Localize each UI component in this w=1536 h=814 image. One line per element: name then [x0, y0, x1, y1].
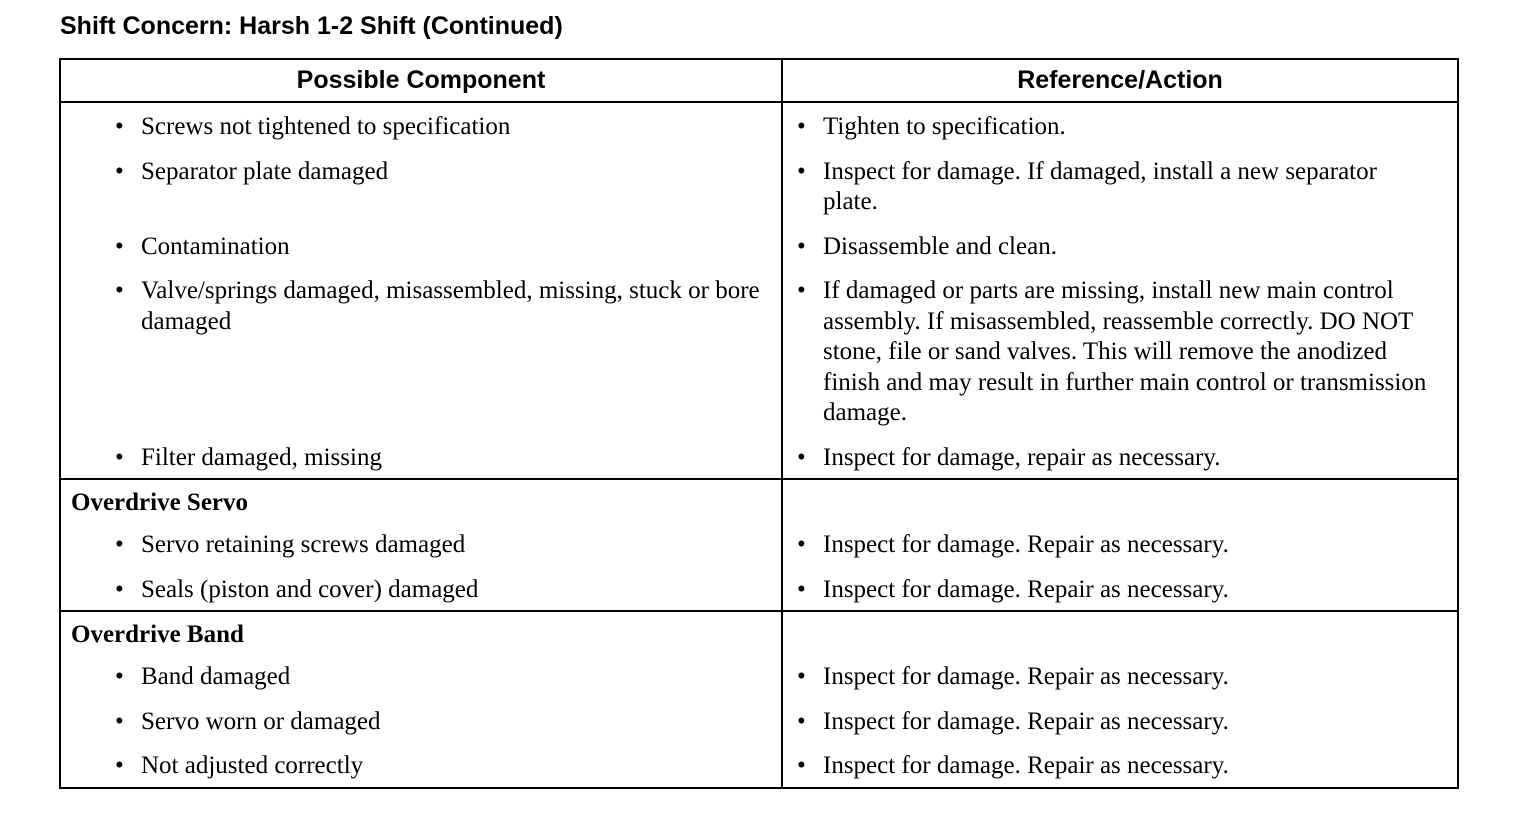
- action-cell: [783, 434, 1457, 479]
- table-row: [61, 434, 1457, 479]
- action-text: Tighten to specification.: [823, 113, 1066, 140]
- action-cell: [783, 566, 1457, 611]
- component-text: Valve/springs damaged, misassembled, missing, stuck or bore damaged: [141, 277, 760, 335]
- group-empty-cell: [783, 612, 1457, 656]
- bullet: •: [797, 157, 806, 185]
- component-cell: [61, 656, 783, 698]
- action-text: Inspect for damage. If damaged, install a new separator plate.: [823, 157, 1377, 215]
- bullet: •: [797, 443, 806, 471]
- table-row: [61, 148, 1457, 223]
- table-row: [61, 698, 1457, 743]
- component-text: Servo worn or damaged: [141, 707, 381, 735]
- bullet: •: [797, 531, 806, 558]
- action-cell: [783, 656, 1457, 698]
- bullet: •: [115, 752, 124, 779]
- action-cell: [783, 223, 1457, 268]
- bullet: •: [115, 113, 124, 140]
- bullet: •: [797, 752, 806, 779]
- bullet: •: [115, 707, 124, 735]
- table-section: [61, 103, 1457, 480]
- group-title: Overdrive Servo: [61, 480, 783, 524]
- action-text: Inspect for damage. Repair as necessary.: [823, 663, 1229, 690]
- action-text: Inspect for damage. Repair as necessary.: [823, 575, 1229, 603]
- bullet: •: [797, 277, 806, 304]
- table-section-overdrive-band: [61, 612, 1457, 787]
- diagnosis-table: [59, 58, 1459, 789]
- component-text: Separator plate damaged: [141, 157, 389, 185]
- bullet: •: [115, 277, 124, 304]
- page-title: Shift Concern: Harsh 1-2 Shift (Continued): [60, 12, 563, 40]
- table-row: [61, 566, 1457, 611]
- group-row: [61, 612, 1457, 656]
- group-title: Overdrive Band: [61, 612, 783, 656]
- action-cell: [783, 698, 1457, 743]
- bullet: •: [115, 575, 124, 603]
- bullet: •: [115, 157, 124, 185]
- component-cell: [61, 742, 783, 787]
- table-row: [61, 267, 1457, 434]
- bullet: •: [797, 113, 806, 140]
- action-text: Inspect for damage, repair as necessary.: [823, 443, 1221, 471]
- component-text: Servo retaining screws damaged: [141, 531, 466, 558]
- component-cell: [61, 148, 783, 223]
- action-cell: [783, 148, 1457, 223]
- header-possible-component: Possible Component: [61, 60, 783, 101]
- bullet: •: [115, 443, 124, 471]
- action-text: Inspect for damage. Repair as necessary.: [823, 752, 1229, 779]
- table-row: [61, 524, 1457, 566]
- component-text: Contamination: [141, 232, 290, 260]
- bullet: •: [797, 232, 806, 260]
- action-cell: [783, 524, 1457, 566]
- component-text: Seals (piston and cover) damaged: [141, 575, 479, 603]
- table-row: [61, 103, 1457, 148]
- group-row: [61, 480, 1457, 524]
- component-cell: [61, 434, 783, 479]
- component-cell: [61, 223, 783, 268]
- table-row: [61, 742, 1457, 787]
- bullet: •: [115, 663, 124, 690]
- bullet: •: [797, 663, 806, 690]
- table-row: [61, 223, 1457, 268]
- bullet: •: [797, 707, 806, 735]
- component-cell: [61, 524, 783, 566]
- action-text: Disassemble and clean.: [823, 232, 1057, 260]
- action-text: Inspect for damage. Repair as necessary.: [823, 531, 1229, 558]
- action-text: Inspect for damage. Repair as necessary.: [823, 707, 1229, 735]
- bullet: •: [115, 531, 124, 558]
- action-text: If damaged or parts are missing, install new main control assembly. If misassembled, reassemble correctly. DO NOT stone, file or sand valves. This will remove the anodized finish and may result in further main control or transmission damage.: [823, 277, 1427, 426]
- table-section-overdrive-servo: [61, 480, 1457, 612]
- bullet: •: [115, 232, 124, 260]
- component-cell: [61, 103, 783, 148]
- action-cell: [783, 103, 1457, 148]
- component-text: Screws not tightened to specification: [141, 113, 511, 140]
- component-text: Filter damaged, missing: [141, 443, 382, 471]
- action-cell: [783, 742, 1457, 787]
- component-text: Not adjusted correctly: [141, 752, 364, 779]
- table-row: [61, 656, 1457, 698]
- bullet: •: [797, 575, 806, 603]
- header-reference-action: Reference/Action: [1017, 66, 1223, 94]
- component-text: Band damaged: [141, 663, 291, 690]
- group-empty-cell: [783, 480, 1457, 524]
- component-cell: [61, 566, 783, 611]
- component-cell: [61, 698, 783, 743]
- component-cell: [61, 267, 783, 434]
- action-cell: [783, 267, 1457, 434]
- table-header-row: [61, 60, 1457, 103]
